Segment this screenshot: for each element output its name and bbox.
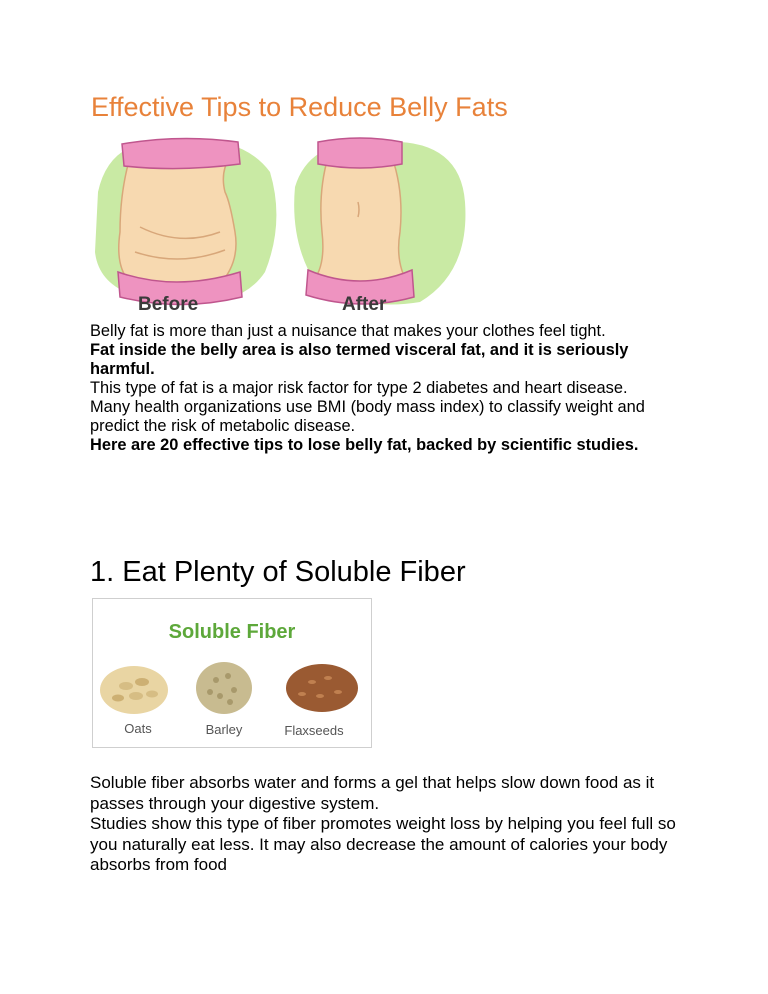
flaxseeds-pile-icon — [286, 664, 358, 712]
section1-paragraph: Soluble fiber absorbs water and forms a gel that helps slow down food as it passes through your digestive system. — [90, 773, 655, 813]
fiber-image-title: Soluble Fiber — [168, 621, 296, 643]
after-label: After — [342, 294, 387, 315]
before-top-band — [122, 138, 240, 168]
after-torso — [312, 157, 408, 284]
before-label: Before — [138, 294, 199, 315]
intro-paragraph-bold: Here are 20 effective tips to lose belly fat, backed by scientific studies. — [90, 436, 639, 454]
oats-label: Oats — [124, 721, 152, 736]
after-top-band — [318, 138, 402, 168]
intro-paragraph: This type of fat is a major risk factor for type 2 diabetes and heart disease. — [90, 379, 628, 397]
oats-pile-icon — [100, 666, 168, 714]
belly-before-after-image — [90, 132, 470, 315]
barley-pile-icon — [196, 662, 252, 714]
barley-label: Barley — [205, 722, 243, 737]
intro-text — [90, 322, 680, 455]
intro-paragraph: Belly fat is more than just a nuisance that makes your clothes feel tight. — [90, 322, 606, 340]
before-torso — [119, 157, 236, 284]
flaxseeds-label: Flaxseeds — [284, 723, 344, 738]
section1-paragraph: Studies show this type of fiber promotes weight loss by helping you feel full so you naturally eat less. It may also decrease the amount of calories your body absorbs from food — [90, 814, 676, 874]
section1-text — [90, 773, 690, 876]
section-heading: 1. Eat Plenty of Soluble Fiber — [90, 556, 466, 588]
page-title: Effective Tips to Reduce Belly Fats — [91, 92, 508, 122]
soluble-fiber-image — [92, 598, 372, 748]
intro-paragraph-bold: Fat inside the belly area is also termed visceral fat, and it is seriously harmful. — [90, 341, 629, 378]
intro-paragraph: Many health organizations use BMI (body mass index) to classify weight and predict the risk of metabolic disease. — [90, 398, 645, 435]
